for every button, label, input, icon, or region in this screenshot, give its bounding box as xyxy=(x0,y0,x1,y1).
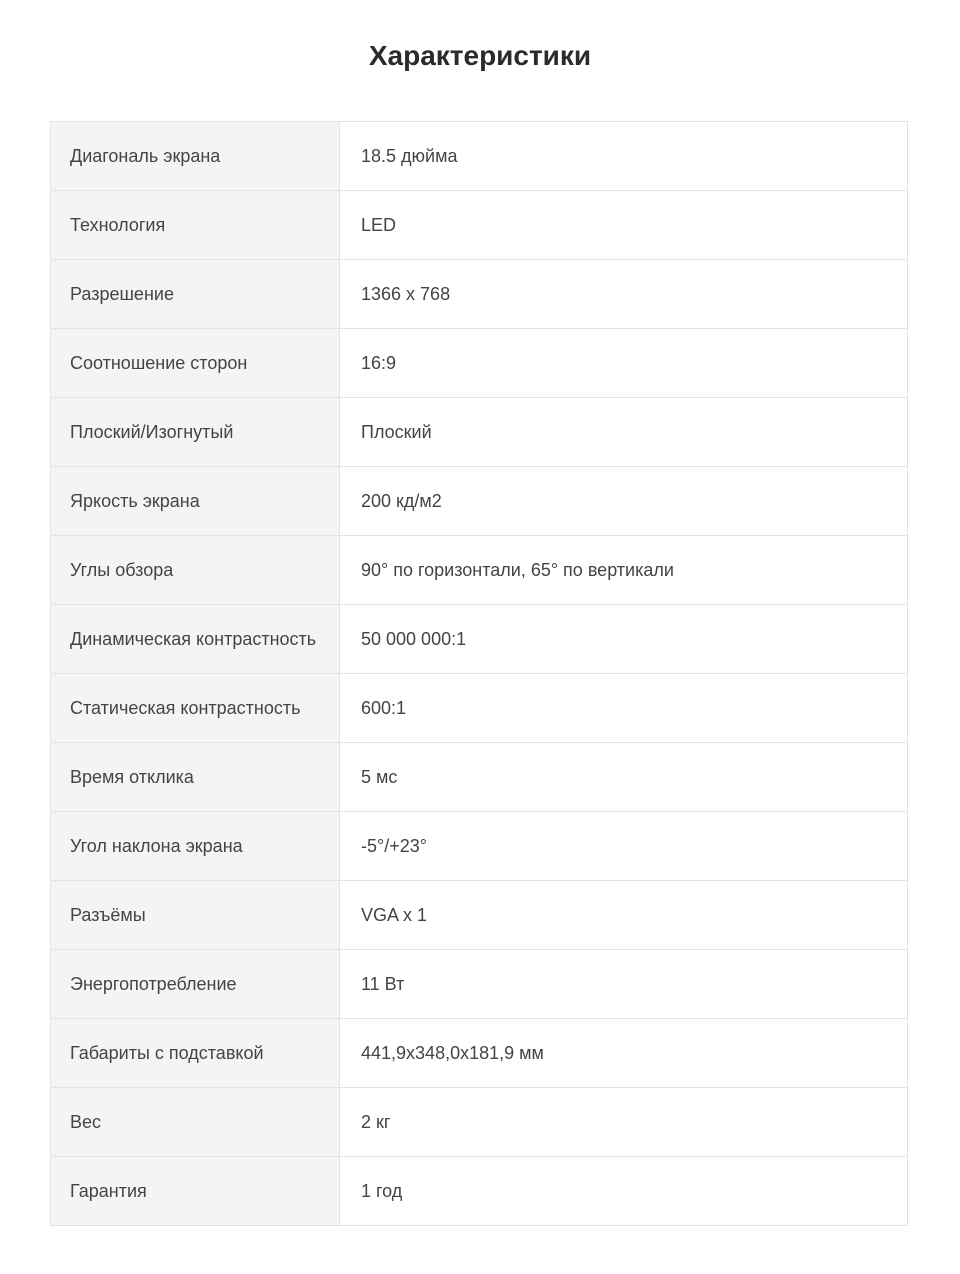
spec-row xyxy=(51,398,908,467)
spec-value: 5 мс xyxy=(340,743,908,812)
spec-row xyxy=(51,1019,908,1088)
spec-key: Вес xyxy=(51,1088,340,1157)
spec-row xyxy=(51,812,908,881)
page-title: Характеристики xyxy=(368,40,592,71)
spec-row xyxy=(51,1157,908,1226)
spec-key: Технология xyxy=(51,191,340,260)
spec-value: 11 Вт xyxy=(340,950,908,1019)
spec-row xyxy=(51,605,908,674)
spec-value: LED xyxy=(340,191,908,260)
spec-value: -5°/+23° xyxy=(340,812,908,881)
spec-key: Время отклика xyxy=(51,743,340,812)
spec-value: VGA x 1 xyxy=(340,881,908,950)
spec-value: 600:1 xyxy=(340,674,908,743)
spec-key: Габариты с подставкой xyxy=(51,1019,340,1088)
spec-row xyxy=(51,122,908,191)
spec-value: 90° по горизонтали, 65° по вертикали xyxy=(340,536,908,605)
spec-value: 50 000 000:1 xyxy=(340,605,908,674)
spec-key: Угол наклона экрана xyxy=(51,812,340,881)
spec-row xyxy=(51,743,908,812)
spec-row xyxy=(51,467,908,536)
spec-row xyxy=(51,881,908,950)
spec-value: 1366 x 768 xyxy=(340,260,908,329)
spec-key: Соотношение сторон xyxy=(51,329,340,398)
spec-key: Диагональ экрана xyxy=(51,122,340,191)
spec-key: Углы обзора xyxy=(51,536,340,605)
spec-value: Плоский xyxy=(340,398,908,467)
spec-value: 200 кд/м2 xyxy=(340,467,908,536)
spec-row xyxy=(51,536,908,605)
spec-row xyxy=(51,1088,908,1157)
spec-value: 2 кг xyxy=(340,1088,908,1157)
spec-row xyxy=(51,329,908,398)
spec-value: 16:9 xyxy=(340,329,908,398)
spec-key: Гарантия xyxy=(51,1157,340,1226)
spec-key: Динамическая контрастность xyxy=(51,605,340,674)
spec-key: Плоский/Изогнутый xyxy=(51,398,340,467)
spec-key: Энергопотребление xyxy=(51,950,340,1019)
spec-key: Статическая контрастность xyxy=(51,674,340,743)
spec-value: 18.5 дюйма xyxy=(340,122,908,191)
specs-table-body xyxy=(51,122,908,1226)
spec-key: Яркость экрана xyxy=(51,467,340,536)
spec-key: Разъёмы xyxy=(51,881,340,950)
spec-row xyxy=(51,950,908,1019)
spec-row xyxy=(51,674,908,743)
spec-row xyxy=(51,191,908,260)
spec-value: 1 год xyxy=(340,1157,908,1226)
spec-value: 441,9x348,0x181,9 мм xyxy=(340,1019,908,1088)
spec-key: Разрешение xyxy=(51,260,340,329)
specs-table xyxy=(50,121,908,1226)
spec-row xyxy=(51,260,908,329)
